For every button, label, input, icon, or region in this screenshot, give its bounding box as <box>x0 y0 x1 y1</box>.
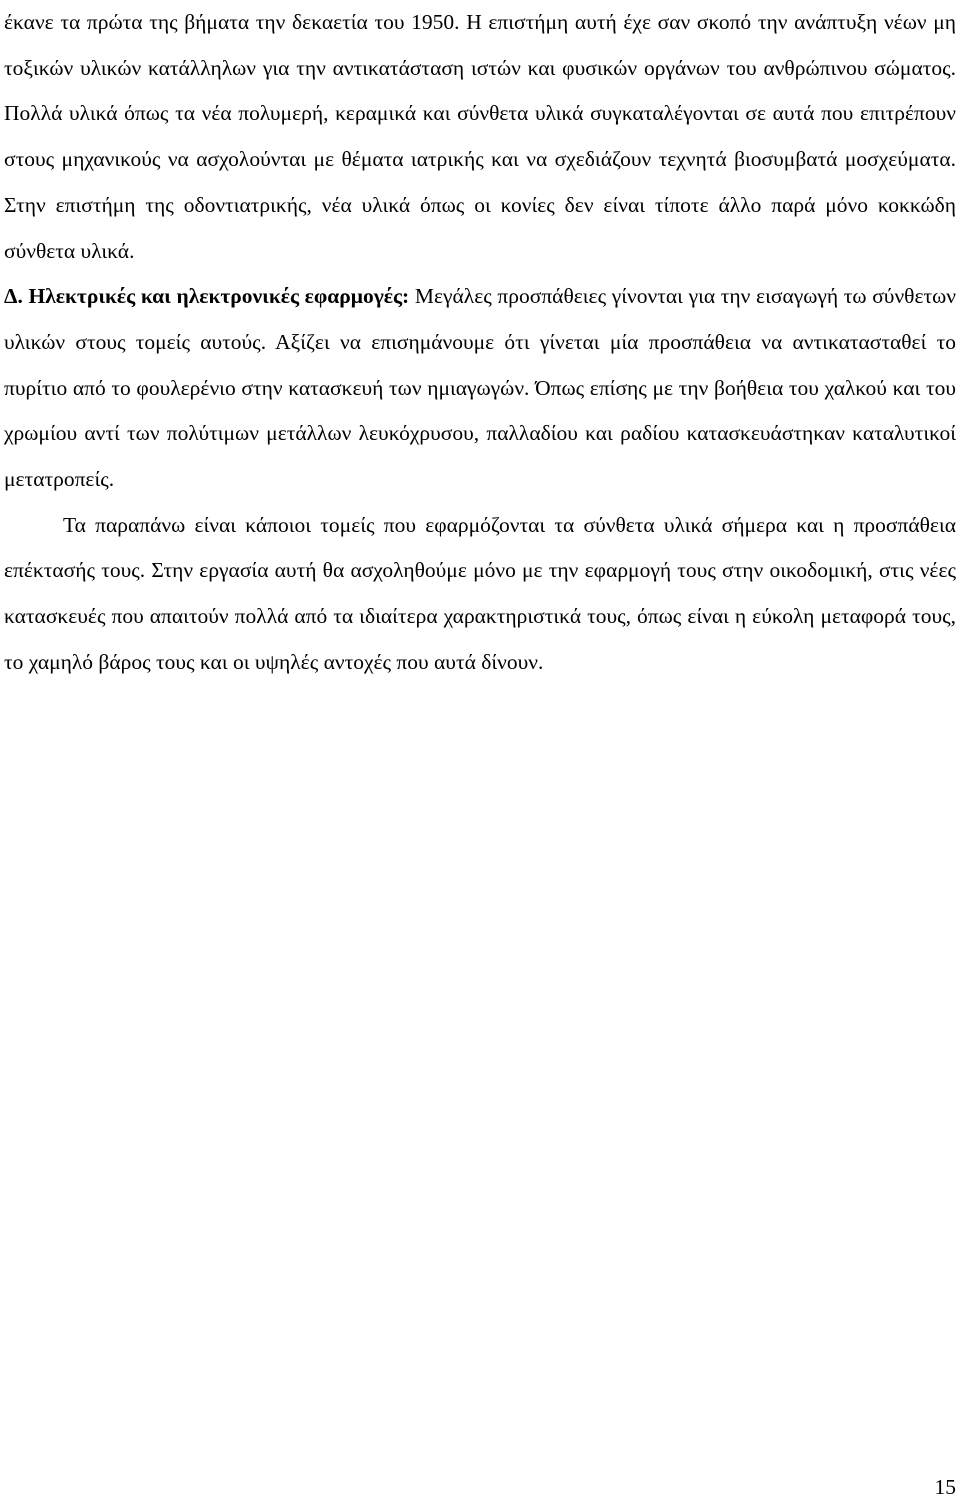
page-number: 15 <box>934 1475 956 1499</box>
paragraph-text: Τα παραπάνω είναι κάποιοι τομείς που εφαρμόζονται τα σύνθετα υλικά σήμερα και η προσπάθεια επέκτασής τους. Στην εργασία αυτή θα ασχοληθούμε μόνο με την εφαρμογή τους στην οικοδομική, στις νέες κατασκευές που απαιτούν πολλά από τα ιδιαίτερα χαρακτηριστικά τους, όπως είναι η εύκολη μεταφορά τους, το χαμηλό βάρος τους και οι υψηλές αντοχές που αυτά δίνουν. <box>4 512 956 674</box>
section-heading: Δ. Ηλεκτρικές και ηλεκτρονικές εφαρμογές: <box>4 284 410 309</box>
paragraph-electrical-applications <box>4 274 956 503</box>
paragraph-text: Μεγάλες προσπάθειες γίνονται για την εισαγωγή τω σύνθετων υλικών στους τομείς αυτούς. Αξίζει να επισημάνουμε ότι γίνεται μία προσπάθεια να αντικατασταθεί το πυρίτιο από το φουλερένιο στην κατασκευή των ημιαγωγών. Όπως επίσης με την βοήθεια του χαλκού και του χρωμίου αντί των πολύτιμων μετάλλων λευκόχρυσου, παλλαδίου και ραδίου κατασκευάστηκαν καταλυτικοί μετατροπείς. <box>4 284 957 492</box>
body-text <box>4 0 956 686</box>
paragraph-text: έκανε τα πρώτα της βήματα την δεκαετία του 1950. Η επιστήμη αυτή έχε σαν σκοπό την ανάπτυξη νέων μη τοξικών υλικών κατάλληλων για την αντικατάσταση ιστών και φυσικών οργάνων του ανθρώπινου σώματος. Πολλά υλικά όπως τα νέα πολυμερή, κεραμικά και σύνθετα υλικά συγκαταλέγονται σε αυτά που επιτρέπουν στους μηχανικούς να ασχολούνται με θέματα ιατρικής και να σχεδιάζουν τεχνητά βιοσυμβατά μοσχεύματα. Στην επιστήμη της οδοντιατρικής, νέα υλικά όπως οι κονίες δεν είναι τίποτε άλλο παρά μόνο κοκκώδη σύνθετα υλικά. <box>4 10 956 263</box>
paragraph-summary <box>4 503 956 686</box>
paragraph-biomaterials <box>4 0 956 274</box>
